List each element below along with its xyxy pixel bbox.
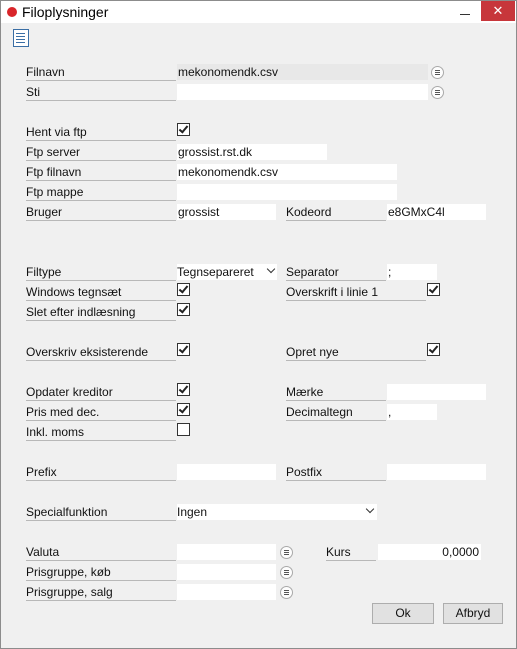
opret-nye-checkbox[interactable] — [427, 343, 440, 356]
specialfunktion-label: Specialfunktion — [26, 504, 176, 521]
app-icon — [7, 7, 17, 17]
overskrift-label: Overskrift i linie 1 — [286, 284, 426, 301]
prisgruppe-salg-field[interactable] — [177, 584, 276, 600]
specialfunktion-value: Ingen — [177, 505, 208, 519]
slet-checkbox[interactable] — [177, 303, 190, 316]
title-bar — [1, 1, 516, 23]
filtype-value: Tegnsepareret — [177, 265, 254, 279]
valuta-field[interactable] — [177, 544, 276, 560]
opret-nye-label: Opret nye — [286, 344, 426, 361]
minimize-button[interactable] — [453, 1, 477, 23]
close-button[interactable]: ✕ — [481, 1, 515, 21]
sti-lookup-icon[interactable] — [431, 86, 444, 99]
filtype-label: Filtype — [26, 264, 176, 281]
overskriv-checkbox[interactable] — [177, 343, 190, 356]
ok-button[interactable]: Ok — [372, 603, 434, 624]
prisgruppe-koeb-label: Prisgruppe, køb — [26, 564, 176, 581]
separator-label: Separator — [286, 264, 386, 281]
opdater-kreditor-label: Opdater kreditor — [26, 384, 176, 401]
sti-field[interactable] — [177, 84, 428, 100]
maerke-label: Mærke — [286, 384, 386, 401]
ftp-filnavn-field[interactable]: mekonomendk.csv — [177, 164, 397, 180]
ftp-mappe-field[interactable] — [177, 184, 397, 200]
filtype-select[interactable] — [177, 264, 277, 280]
overskriv-label: Overskriv eksisterende — [26, 344, 176, 361]
prisgruppe-koeb-field[interactable] — [177, 564, 276, 580]
hent-via-ftp-checkbox[interactable] — [177, 123, 190, 136]
ftp-filnavn-label: Ftp filnavn — [26, 164, 176, 181]
windows-tegnsaet-label: Windows tegnsæt — [26, 284, 176, 301]
chevron-down-icon — [267, 265, 275, 273]
valuta-lookup-icon[interactable] — [280, 546, 293, 559]
inkl-moms-checkbox[interactable] — [177, 423, 190, 436]
kodeord-label: Kodeord — [286, 204, 386, 221]
prefix-field[interactable] — [177, 464, 276, 480]
postfix-label: Postfix — [286, 464, 386, 481]
separator-field[interactable]: ; — [387, 264, 437, 280]
prisgruppe-salg-lookup-icon[interactable] — [280, 586, 293, 599]
kurs-label: Kurs — [326, 544, 376, 561]
ftp-server-field[interactable]: grossist.rst.dk — [177, 144, 327, 160]
prefix-label: Prefix — [26, 464, 176, 481]
decimaltegn-field[interactable]: , — [387, 404, 437, 420]
bruger-field[interactable]: grossist — [177, 204, 276, 220]
cancel-button[interactable]: Afbryd — [443, 603, 503, 624]
specialfunktion-select[interactable] — [177, 504, 377, 520]
bruger-label: Bruger — [26, 204, 176, 221]
decimaltegn-label: Decimaltegn — [286, 404, 386, 421]
filnavn-lookup-icon[interactable] — [431, 66, 444, 79]
kodeord-field[interactable]: e8GMxC4l — [387, 204, 486, 220]
pris-med-dec-checkbox[interactable] — [177, 403, 190, 416]
postfix-field[interactable] — [387, 464, 486, 480]
opdater-kreditor-checkbox[interactable] — [177, 383, 190, 396]
inkl-moms-label: Inkl. moms — [26, 424, 176, 441]
filnavn-field[interactable]: mekonomendk.csv — [177, 64, 428, 80]
chevron-down-icon — [366, 505, 374, 513]
list-icon[interactable] — [13, 29, 29, 47]
windows-tegnsaet-checkbox[interactable] — [177, 283, 190, 296]
filnavn-label: Filnavn — [26, 64, 176, 81]
hent-via-ftp-label: Hent via ftp — [26, 124, 176, 141]
ftp-mappe-label: Ftp mappe — [26, 184, 176, 201]
prisgruppe-koeb-lookup-icon[interactable] — [280, 566, 293, 579]
pris-med-dec-label: Pris med dec. — [26, 404, 176, 421]
prisgruppe-salg-label: Prisgruppe, salg — [26, 584, 176, 601]
overskrift-checkbox[interactable] — [427, 283, 440, 296]
window-title: Filoplysninger — [22, 4, 109, 20]
slet-label: Slet efter indlæsning — [26, 304, 176, 321]
valuta-label: Valuta — [26, 544, 176, 561]
maerke-field[interactable] — [387, 384, 486, 400]
sti-label: Sti — [26, 84, 176, 101]
ftp-server-label: Ftp server — [26, 144, 176, 161]
kurs-field[interactable]: 0,0000 — [378, 544, 481, 560]
